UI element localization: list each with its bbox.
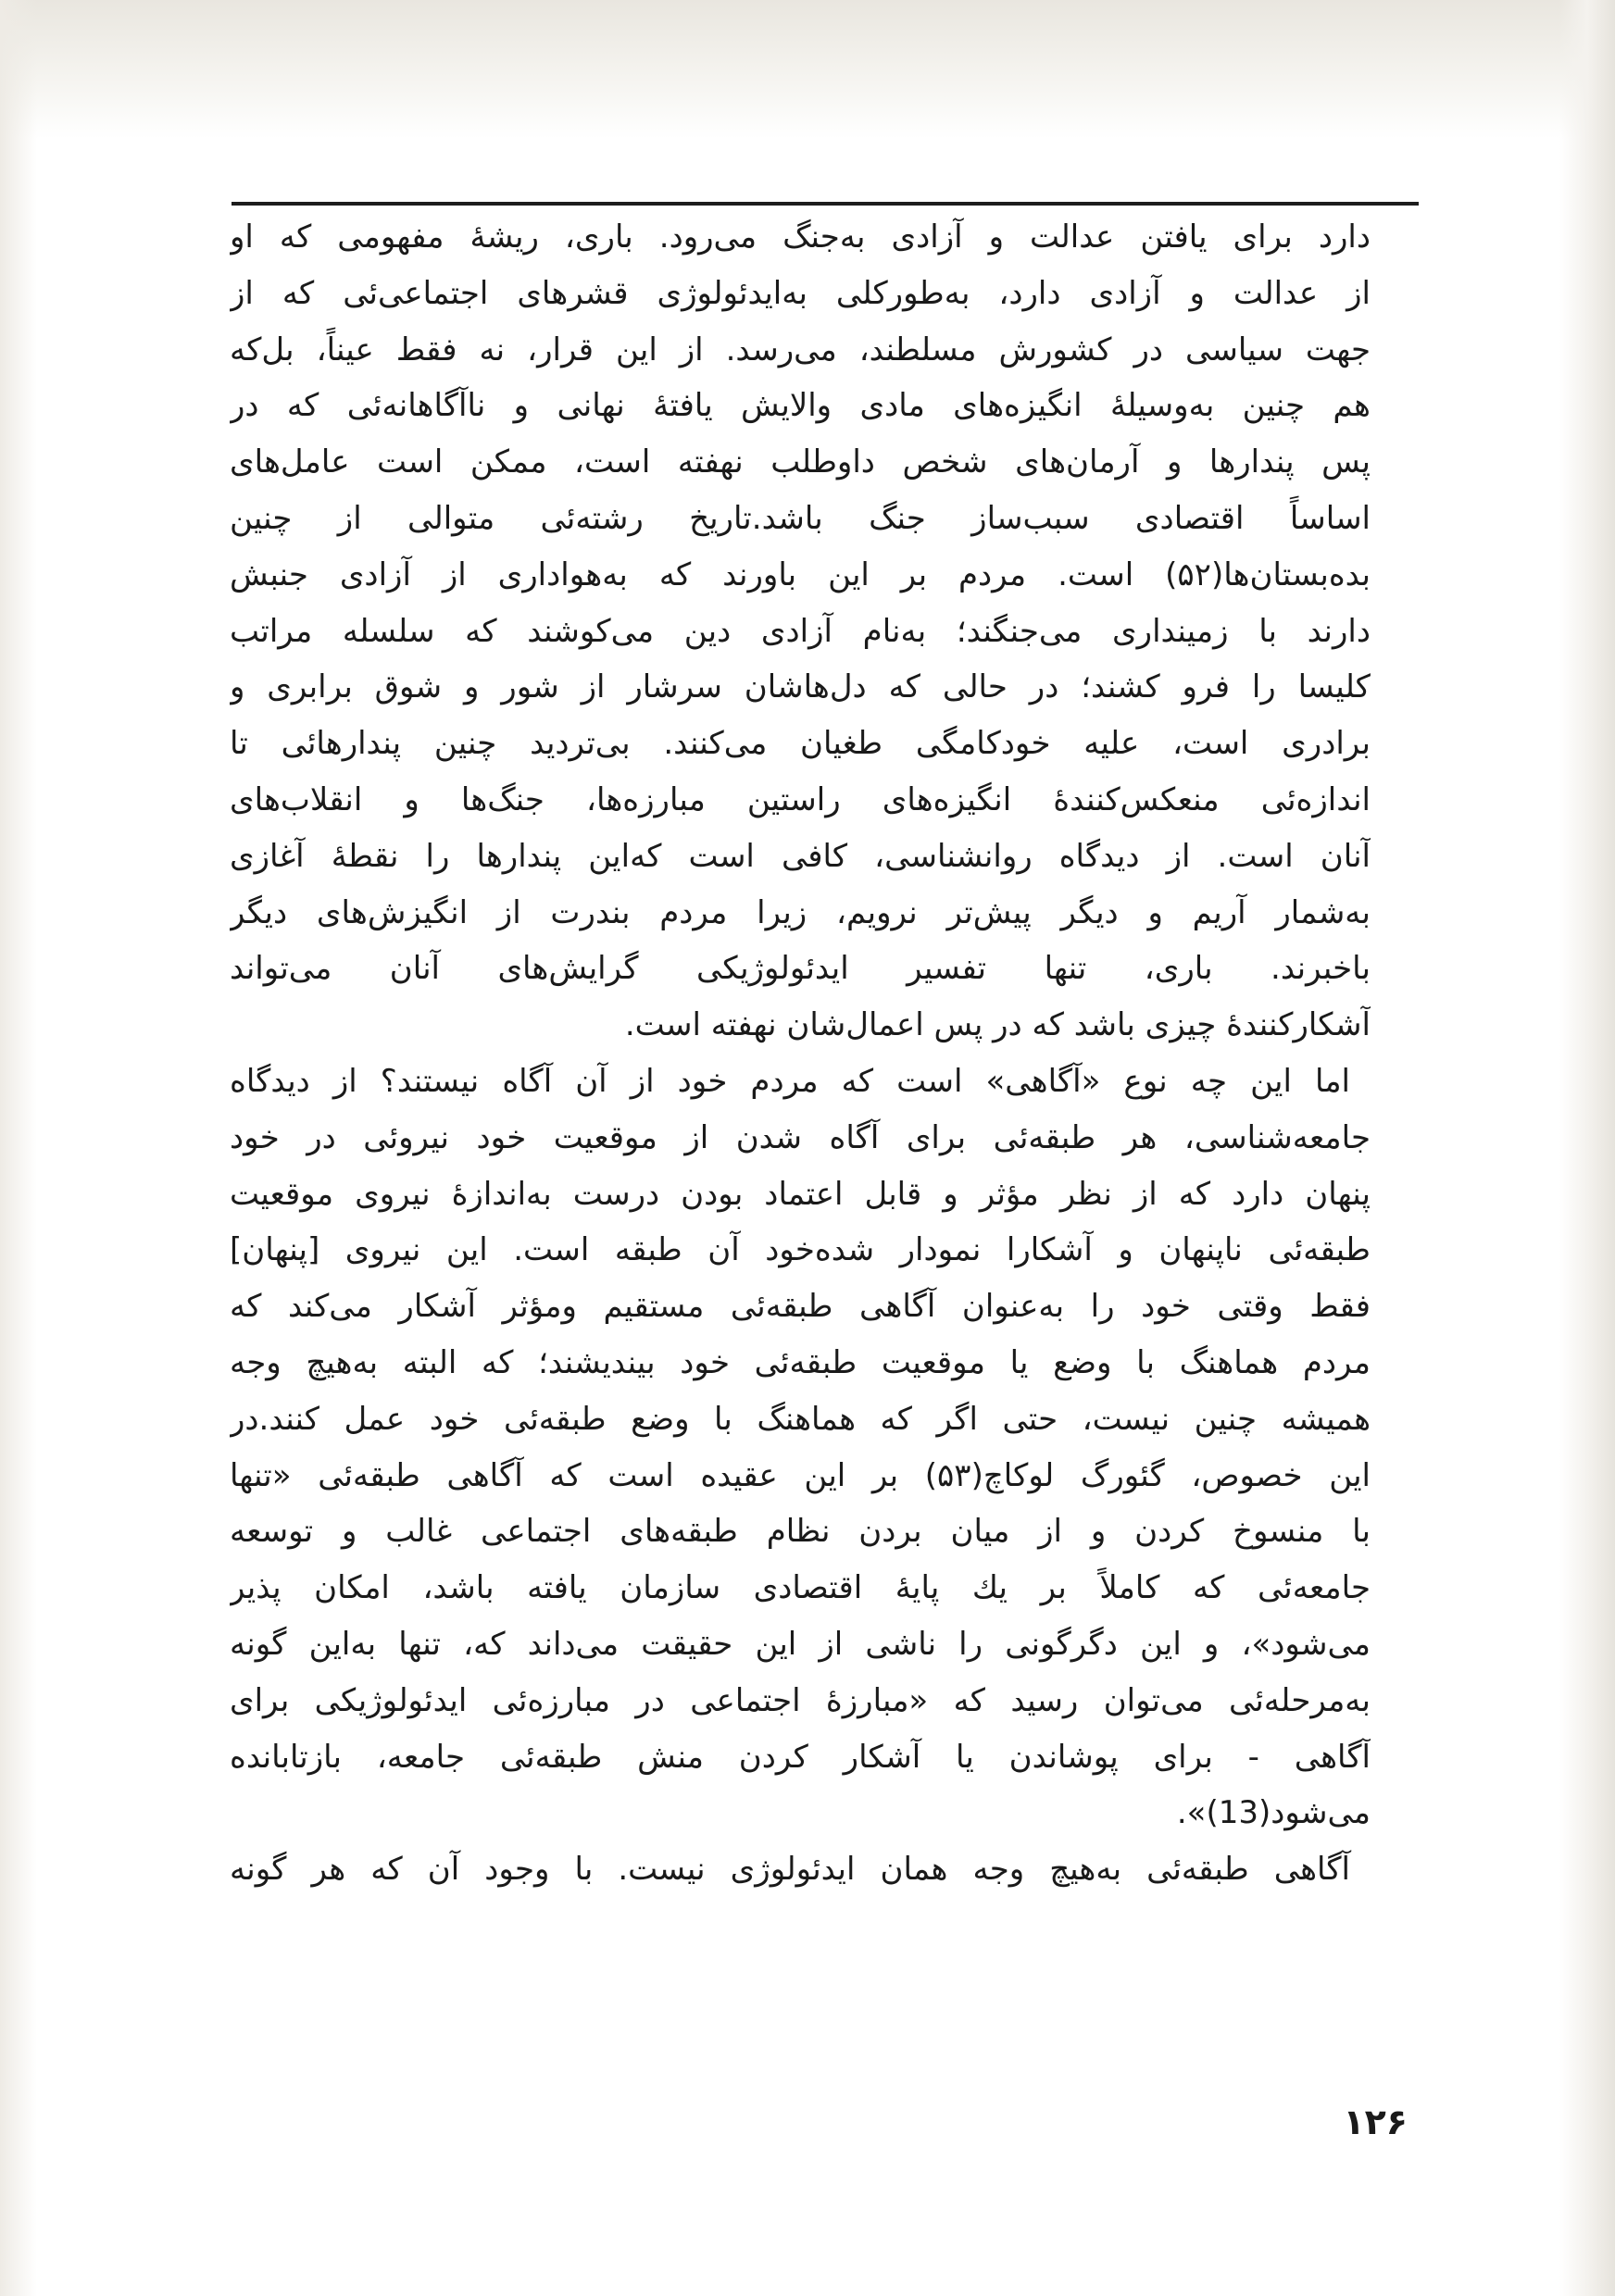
text-line: برادری است، علیه خودکامگی طغیان می‌کنند. بی‌تردید چنین پندارهائی تا [230,725,1371,763]
text-line: دارند با زمینداری می‌جنگند؛ به‌نام آزادی دین می‌کوشند که سلسله مراتب [230,612,1371,650]
text-line: آگاهی - برای پوشاندن یا آشکار کردن منش طبقه‌ئی جامعه، بازتابانده [230,1738,1371,1776]
text-line: از عدالت و آزادی دارد، به‌طورکلی به‌ایدئولوژی قشرهای اجتماعی‌ئی که از [230,274,1371,312]
header-rule [232,202,1419,206]
text-line: می‌شود»، و این دگرگونی را ناشی از این حقیقت می‌داند که، تنها به‌این گونه [230,1625,1371,1663]
text-line: جامعه‌شناسی، هر طبقه‌ئی برای آگاه شدن از موقعیت خود نیروئی در خود [230,1118,1371,1156]
text-line: بده‌بستان‌ها(۵۲) است. مردم بر این باورند که به‌هواداری از آزادی جنبش [230,555,1371,593]
text-line: دارد برای یافتن عدالت و آزادی به‌جنگ می‌رود. باری، ریشهٔ مفهومی که او [230,218,1371,256]
text-line: فقط وقتی خود را به‌عنوان آگاهی طبقه‌ئی مستقیم ومؤثر آشکار می‌کند که [230,1288,1371,1326]
text-line: پس پندارها و آرمان‌های شخص داوطلب نهفته است، ممکن است عامل‌های [230,443,1371,481]
text-line: می‌شود(13)». [1176,1794,1371,1832]
text-line: به‌مرحله‌ئی می‌توان رسید که «مبارزهٔ اجتماعی در مبارزه‌ئی ایدئولوژیکی برای [230,1681,1371,1719]
paragraph-1 [230,209,1371,1054]
text-line: جامعه‌ئی که کاملاً بر یك پایهٔ اقتصادی سازمان یافته باشد، امکان پذیر [230,1569,1371,1607]
text-line: باخبرند. باری، تنها تفسیر ایدئولوژیکی گرایش‌های آنان می‌تواند [230,950,1371,988]
text-line: طبقه‌ئی ناپنهان و آشکارا نمودار شده‌خود آن طبقه است. این نیروی [پنهان] [230,1231,1371,1269]
text-line: پنهان دارد که از نظر مؤثر و قابل اعتماد بودن درست به‌اندازهٔ نیروی موقعیت [230,1175,1371,1213]
text-line: کلیسا را فرو کشند؛ در حالی که دل‌هاشان سرشار از شور و شوق برابری و [230,668,1371,706]
text-line: جهت سیاسی در کشورش مسلطند، می‌رسد. از این قرار، نه فقط عیناً، بل‌که [230,331,1371,368]
text-line: به‌شمار آریم و دیگر پیش‌تر نرویم، زیرا مردم بندرت از انگیزش‌های دیگر [230,893,1371,931]
page-number: ۱۲۶ [1343,2102,1408,2142]
text-line: اما این چه نوع «آگاهی» است که مردم خود از آن آگاه نیستند؟ از دیدگاه [230,1062,1350,1100]
text-line: اندازه‌ئی منعکس‌کنندهٔ انگیزه‌های راستین مبارزه‌ها، جنگ‌ها و انقلاب‌های [230,780,1371,818]
text-line: اساساً اقتصادی سبب‌ساز جنگ باشد.تاریخ رشته‌ئی متوالی از چنین [230,499,1371,537]
paragraph-3 [230,1841,1371,1898]
text-line: آگاهی طبقه‌ئی به‌هیچ وجه همان ایدئولوژی نیست. با وجود آن که هر گونه [230,1851,1350,1889]
text-line: همیشه چنین نیست، حتی اگر که هماهنگ با وضع طبقه‌ئی خود عمل کنند.در [230,1400,1371,1438]
text-line: آشکارکنندهٔ چیزی باشد که در پس اعمال‌شان نهفته است. [624,1006,1371,1044]
body-text [230,209,1371,1898]
text-line: این خصوص، گئورگ لوکاچ(۵۳) بر این عقیده است که آگاهی طبقه‌ئی «تنها [230,1456,1371,1494]
text-line: با منسوخ کردن و از میان بردن نظام طبقه‌های اجتماعی غالب و توسعه [230,1513,1371,1551]
paragraph-2 [230,1054,1371,1841]
text-line: هم چنین به‌وسیلهٔ انگیزه‌های مادی والایش یافتهٔ نهانی و ناآگاهانه‌ئی که در [230,387,1371,425]
text-line: آنان است. از دیدگاه روانشناسی، کافی است که‌این پندارها را نقطهٔ آغازی [230,837,1371,875]
text-line: مردم هماهنگ با وضع یا موقعیت طبقه‌ئی خود بیندیشند؛ که البته به‌هیچ وجه [230,1343,1371,1381]
